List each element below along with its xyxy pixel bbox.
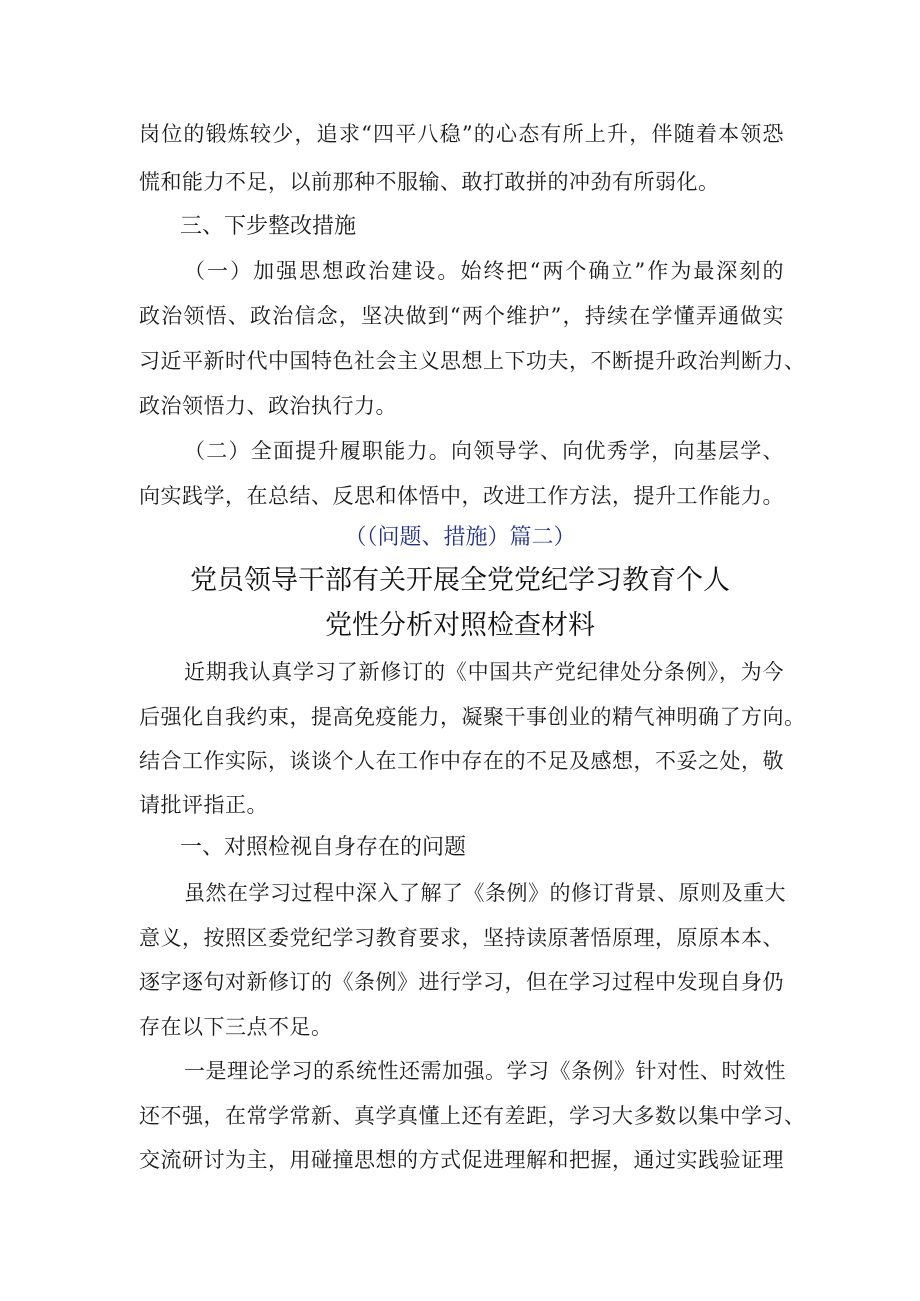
paragraph-line: 存在以下三点不足。 — [139, 1015, 333, 1039]
paragraph-line: 习近平新时代中国特色社会主义思想上下功夫，不断提升政治判断力、 — [139, 349, 806, 373]
document-title-line: 党性分析对照检查材料 — [325, 610, 595, 641]
paragraph-line: 一是理论学习的系统性还需加强。学习《条例》针对性、时效性 — [184, 1059, 786, 1083]
paragraph-line: 政治领悟、政治信念，坚决做到“两个维护”，持续在学懂弄通做实 — [139, 304, 784, 328]
paragraph-line: 虽然在学习过程中深入了解了《条例》的修订背景、原则及重大 — [184, 881, 786, 905]
paragraph-line: 慌和能力不足，以前那种不服输、敢打敢拼的冲劲有所弱化。 — [139, 170, 720, 194]
paragraph-line: （一）加强思想政治建设。始终把“两个确立”作为最深刻的 — [184, 259, 784, 283]
document-title-line: 党员领导干部有关开展全党党纪学习教育个人 — [190, 565, 730, 596]
paragraph-line: 交流研讨为主，用碰撞思想的方式促进理解和把握，通过实践验证理 — [139, 1148, 784, 1172]
section-heading-1: 一、对照检视自身存在的问题 — [180, 835, 467, 860]
paragraph-line: 请批评指正。 — [139, 793, 268, 817]
section-heading-3: 三、下步整改措施 — [180, 214, 357, 239]
section-label: （（问题、措施）篇二） — [344, 525, 576, 550]
paragraph-line: 岗位的锻炼较少，追求“四平八稳”的心态有所上升，伴随着本领恐 — [139, 122, 784, 146]
paragraph-line: 向实践学，在总结、反思和体悟中，改进工作方法，提升工作能力。 — [139, 484, 784, 508]
paragraph-line: 意义，按照区委党纪学习教育要求，坚持读原著悟原理，原原本本、 — [139, 926, 784, 950]
paragraph-line: 结合工作实际，谈谈个人在工作中存在的不足及感想，不妥之处，敬 — [139, 749, 784, 773]
paragraph-line: 还不强，在常学常新、真学真懂上还有差距，学习大多数以集中学习、 — [139, 1104, 806, 1128]
paragraph-line: 逐字逐句对新修订的《条例》进行学习，但在学习过程中发现自身仍 — [139, 970, 784, 994]
paragraph-line: 政治领悟力、政治执行力。 — [139, 394, 397, 418]
paragraph-line: （二）全面提升履职能力。向领导学、向优秀学，向基层学、 — [184, 439, 784, 463]
paragraph-line: 后强化自我约束，提高免疫能力，凝聚干事创业的精气神明确了方向。 — [139, 705, 806, 729]
paragraph-line: 近期我认真学习了新修订的《中国共产党纪律处分条例》，为今 — [184, 660, 784, 684]
